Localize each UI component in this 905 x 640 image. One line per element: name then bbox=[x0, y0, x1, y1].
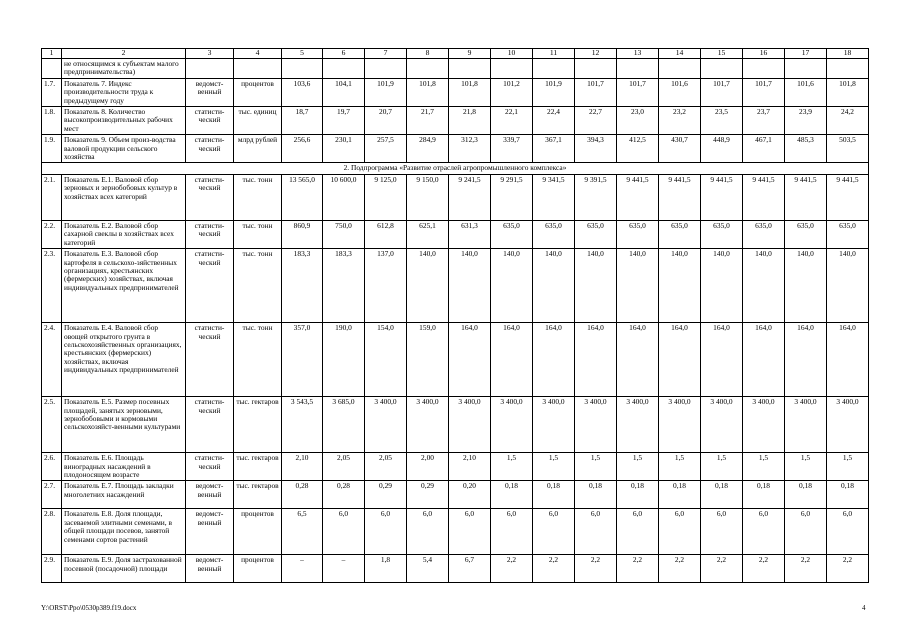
value-cell: 1,5 bbox=[659, 453, 701, 481]
value-cell: 6,5 bbox=[282, 509, 323, 555]
row-number: 2.8. bbox=[42, 509, 62, 555]
table-row bbox=[42, 555, 869, 583]
indicator-name: Показатель Е.3. Валовой сбор картофеля в сельскохо-зяйственных организациях, крестьянских (фермерских) хозяйствах, включая индивидуальных предпринимателей bbox=[62, 249, 186, 323]
value-cell: 140,0 bbox=[407, 249, 449, 323]
column-number: 7 bbox=[365, 49, 407, 59]
value-cell: 6,0 bbox=[449, 509, 491, 555]
value-cell: 3 400,0 bbox=[491, 397, 533, 453]
value-cell: 2,05 bbox=[323, 453, 365, 481]
indicator-name: Показатель Е.7. Площадь закладки многолетних насаждений bbox=[62, 481, 186, 509]
section-row bbox=[42, 163, 869, 174]
value-cell bbox=[575, 59, 617, 79]
table-row bbox=[42, 107, 869, 135]
value-cell: 164,0 bbox=[701, 323, 743, 397]
value-cell: 23,5 bbox=[701, 107, 743, 135]
value-cell: 503,5 bbox=[827, 135, 869, 163]
value-cell: 23,7 bbox=[743, 107, 785, 135]
value-cell: 635,0 bbox=[491, 220, 533, 248]
value-cell: 1,5 bbox=[827, 453, 869, 481]
value-cell: 22,7 bbox=[575, 107, 617, 135]
table-row bbox=[42, 135, 869, 163]
unit-of-measure: тыс. гектаров bbox=[234, 481, 282, 509]
value-cell: 5,4 bbox=[407, 555, 449, 583]
column-number: 9 bbox=[449, 49, 491, 59]
value-cell: 10 600,0 bbox=[323, 174, 365, 220]
value-cell: 140,0 bbox=[491, 249, 533, 323]
value-cell: 860,9 bbox=[282, 220, 323, 248]
data-source: статисти-ческий bbox=[186, 249, 234, 323]
value-cell: 9 125,0 bbox=[365, 174, 407, 220]
value-cell bbox=[743, 59, 785, 79]
value-cell: 1,5 bbox=[617, 453, 659, 481]
value-cell: 20,7 bbox=[365, 107, 407, 135]
unit-of-measure: млрд рублей bbox=[234, 135, 282, 163]
value-cell: 6,0 bbox=[575, 509, 617, 555]
unit-of-measure: тыс. тонн bbox=[234, 323, 282, 397]
value-cell bbox=[323, 59, 365, 79]
value-cell: – bbox=[323, 555, 365, 583]
value-cell bbox=[701, 59, 743, 79]
row-number: 2.5. bbox=[42, 397, 62, 453]
table-row bbox=[42, 174, 869, 220]
row-number: 2.3. bbox=[42, 249, 62, 323]
value-cell: 625,1 bbox=[407, 220, 449, 248]
value-cell: 6,0 bbox=[743, 509, 785, 555]
value-cell: 312,3 bbox=[449, 135, 491, 163]
value-cell: 164,0 bbox=[533, 323, 575, 397]
value-cell: 1,5 bbox=[701, 453, 743, 481]
value-cell: 3 400,0 bbox=[827, 397, 869, 453]
value-cell: 0,18 bbox=[827, 481, 869, 509]
value-cell: 2,2 bbox=[743, 555, 785, 583]
data-source: ведомст-венный bbox=[186, 481, 234, 509]
value-cell bbox=[491, 59, 533, 79]
value-cell: 140,0 bbox=[617, 249, 659, 323]
value-cell: 154,0 bbox=[365, 323, 407, 397]
column-number: 11 bbox=[533, 49, 575, 59]
value-cell: 101,7 bbox=[701, 78, 743, 106]
value-cell: 1,5 bbox=[491, 453, 533, 481]
header-row bbox=[42, 49, 869, 59]
row-number: 1.7. bbox=[42, 78, 62, 106]
row-number: 1.9. bbox=[42, 135, 62, 163]
value-cell: 750,0 bbox=[323, 220, 365, 248]
row-number bbox=[42, 59, 62, 79]
value-cell: 635,0 bbox=[827, 220, 869, 248]
value-cell: 2,10 bbox=[282, 453, 323, 481]
value-cell: 140,0 bbox=[785, 249, 827, 323]
value-cell: 2,05 bbox=[365, 453, 407, 481]
data-source: статисти-ческий bbox=[186, 220, 234, 248]
column-number: 12 bbox=[575, 49, 617, 59]
value-cell: 190,0 bbox=[323, 323, 365, 397]
indicator-name: Показатель 8. Количество высокопроизводительных рабочих мест bbox=[62, 107, 186, 135]
value-cell: 3 400,0 bbox=[533, 397, 575, 453]
indicator-name: Показатель 7. Индекс производительности труда к предыдущему году bbox=[62, 78, 186, 106]
value-cell: 0,18 bbox=[491, 481, 533, 509]
data-source: статисти-ческий bbox=[186, 453, 234, 481]
data-source: ведомст-венный bbox=[186, 509, 234, 555]
column-number: 16 bbox=[743, 49, 785, 59]
value-cell: 256,6 bbox=[282, 135, 323, 163]
row-number: 2.9. bbox=[42, 555, 62, 583]
table-row bbox=[42, 59, 869, 79]
column-number: 14 bbox=[659, 49, 701, 59]
value-cell: 101,6 bbox=[659, 78, 701, 106]
value-cell: 164,0 bbox=[785, 323, 827, 397]
unit-of-measure: тыс. гектаров bbox=[234, 397, 282, 453]
column-number: 4 bbox=[234, 49, 282, 59]
value-cell: 0,18 bbox=[533, 481, 575, 509]
value-cell: 357,0 bbox=[282, 323, 323, 397]
unit-of-measure: тыс. тонн bbox=[234, 174, 282, 220]
value-cell: 19,7 bbox=[323, 107, 365, 135]
value-cell: 6,0 bbox=[785, 509, 827, 555]
table-row bbox=[42, 220, 869, 248]
value-cell: 635,0 bbox=[617, 220, 659, 248]
value-cell: 2,2 bbox=[491, 555, 533, 583]
row-number: 2.6. bbox=[42, 453, 62, 481]
value-cell: 9 441,5 bbox=[785, 174, 827, 220]
value-cell: – bbox=[282, 555, 323, 583]
column-number: 8 bbox=[407, 49, 449, 59]
row-number: 2.4. bbox=[42, 323, 62, 397]
value-cell: 23,2 bbox=[659, 107, 701, 135]
value-cell: 21,8 bbox=[449, 107, 491, 135]
value-cell: 635,0 bbox=[575, 220, 617, 248]
value-cell: 22,4 bbox=[533, 107, 575, 135]
value-cell: 101,9 bbox=[365, 78, 407, 106]
value-cell: 412,5 bbox=[617, 135, 659, 163]
unit-of-measure: процентов bbox=[234, 555, 282, 583]
page-number: 4 bbox=[862, 604, 866, 612]
value-cell: 101,6 bbox=[785, 78, 827, 106]
value-cell: 0,18 bbox=[743, 481, 785, 509]
value-cell: 137,0 bbox=[365, 249, 407, 323]
value-cell: 104,1 bbox=[323, 78, 365, 106]
unit-of-measure bbox=[234, 59, 282, 79]
value-cell: 23,9 bbox=[785, 107, 827, 135]
value-cell: 3 400,0 bbox=[743, 397, 785, 453]
value-cell: 2,2 bbox=[785, 555, 827, 583]
value-cell: 2,10 bbox=[449, 453, 491, 481]
value-cell: 24,2 bbox=[827, 107, 869, 135]
value-cell: 101,9 bbox=[533, 78, 575, 106]
value-cell: 230,1 bbox=[323, 135, 365, 163]
data-source: ведомст-венный bbox=[186, 78, 234, 106]
unit-of-measure: процентов bbox=[234, 509, 282, 555]
value-cell: 9 441,5 bbox=[827, 174, 869, 220]
column-number: 17 bbox=[785, 49, 827, 59]
value-cell: 467,1 bbox=[743, 135, 785, 163]
value-cell: 2,2 bbox=[701, 555, 743, 583]
value-cell: 101,7 bbox=[575, 78, 617, 106]
value-cell bbox=[365, 59, 407, 79]
value-cell: 164,0 bbox=[827, 323, 869, 397]
section-title: 2. Подпрограмма «Развитие отраслей агропромышленного комплекса» bbox=[42, 163, 869, 174]
value-cell: 3 400,0 bbox=[449, 397, 491, 453]
table-row bbox=[42, 249, 869, 323]
value-cell: 140,0 bbox=[827, 249, 869, 323]
data-source: статисти-ческий bbox=[186, 135, 234, 163]
value-cell: 0,20 bbox=[449, 481, 491, 509]
value-cell: 0,18 bbox=[785, 481, 827, 509]
unit-of-measure: тыс. тонн bbox=[234, 249, 282, 323]
indicators-table bbox=[41, 48, 869, 583]
indicator-name: Показатель Е.8. Доля площади, засеваемой элитными семенами, в общей площади посевов, занятой семенами сортов растений bbox=[62, 509, 186, 555]
value-cell: 22,1 bbox=[491, 107, 533, 135]
value-cell: 339,7 bbox=[491, 135, 533, 163]
value-cell: 0,18 bbox=[701, 481, 743, 509]
value-cell: 631,3 bbox=[449, 220, 491, 248]
value-cell: 101,7 bbox=[743, 78, 785, 106]
value-cell: 3 685,0 bbox=[323, 397, 365, 453]
unit-of-measure: тыс. гектаров bbox=[234, 453, 282, 481]
value-cell: 635,0 bbox=[743, 220, 785, 248]
value-cell: 140,0 bbox=[533, 249, 575, 323]
value-cell: 257,5 bbox=[365, 135, 407, 163]
value-cell: 18,7 bbox=[282, 107, 323, 135]
value-cell: 1,5 bbox=[575, 453, 617, 481]
data-source: статисти-ческий bbox=[186, 323, 234, 397]
value-cell: 164,0 bbox=[449, 323, 491, 397]
value-cell: 164,0 bbox=[575, 323, 617, 397]
value-cell: 0,18 bbox=[659, 481, 701, 509]
value-cell: 140,0 bbox=[575, 249, 617, 323]
value-cell: 9 291,5 bbox=[491, 174, 533, 220]
data-source: статисти-ческий bbox=[186, 397, 234, 453]
value-cell: 6,0 bbox=[491, 509, 533, 555]
value-cell: 2,00 bbox=[407, 453, 449, 481]
value-cell: 0,29 bbox=[407, 481, 449, 509]
file-path: Y:\ORST\Ppo\0530p389.f19.docx bbox=[41, 604, 137, 612]
value-cell: 9 441,5 bbox=[743, 174, 785, 220]
value-cell: 164,0 bbox=[617, 323, 659, 397]
value-cell: 103,6 bbox=[282, 78, 323, 106]
value-cell: 9 441,5 bbox=[617, 174, 659, 220]
value-cell: 0,28 bbox=[323, 481, 365, 509]
value-cell: 635,0 bbox=[701, 220, 743, 248]
column-number: 6 bbox=[323, 49, 365, 59]
value-cell: 6,0 bbox=[659, 509, 701, 555]
value-cell: 101,8 bbox=[449, 78, 491, 106]
value-cell: 3 400,0 bbox=[365, 397, 407, 453]
data-source: статисти-ческий bbox=[186, 107, 234, 135]
value-cell: 6,0 bbox=[323, 509, 365, 555]
row-number: 1.8. bbox=[42, 107, 62, 135]
value-cell: 3 400,0 bbox=[575, 397, 617, 453]
column-number: 5 bbox=[282, 49, 323, 59]
row-number: 2.1. bbox=[42, 174, 62, 220]
value-cell: 6,0 bbox=[701, 509, 743, 555]
value-cell: 6,0 bbox=[617, 509, 659, 555]
value-cell: 9 391,5 bbox=[575, 174, 617, 220]
unit-of-measure: тыс. единиц bbox=[234, 107, 282, 135]
value-cell: 0,29 bbox=[365, 481, 407, 509]
table-row bbox=[42, 323, 869, 397]
value-cell: 2,2 bbox=[617, 555, 659, 583]
column-number: 13 bbox=[617, 49, 659, 59]
value-cell: 0,18 bbox=[575, 481, 617, 509]
value-cell: 140,0 bbox=[449, 249, 491, 323]
value-cell bbox=[533, 59, 575, 79]
value-cell: 2,2 bbox=[827, 555, 869, 583]
column-number: 15 bbox=[701, 49, 743, 59]
value-cell: 3 400,0 bbox=[617, 397, 659, 453]
unit-of-measure: процентов bbox=[234, 78, 282, 106]
indicator-name: Показатель Е.6. Площадь виноградных насаждений в плодоносящем возрасте bbox=[62, 453, 186, 481]
value-cell: 9 150,0 bbox=[407, 174, 449, 220]
value-cell: 23,0 bbox=[617, 107, 659, 135]
indicator-name: Показатель Е.2. Валовой сбор сахарной свеклы в хозяйствах всех категорий bbox=[62, 220, 186, 248]
value-cell: 183,3 bbox=[282, 249, 323, 323]
table-body bbox=[42, 49, 869, 583]
value-cell: 2,2 bbox=[659, 555, 701, 583]
value-cell: 635,0 bbox=[533, 220, 575, 248]
column-number: 18 bbox=[827, 49, 869, 59]
value-cell: 6,0 bbox=[407, 509, 449, 555]
value-cell: 284,9 bbox=[407, 135, 449, 163]
value-cell: 9 241,5 bbox=[449, 174, 491, 220]
value-cell: 1,5 bbox=[785, 453, 827, 481]
unit-of-measure: тыс. тонн bbox=[234, 220, 282, 248]
value-cell bbox=[827, 59, 869, 79]
value-cell: 13 565,0 bbox=[282, 174, 323, 220]
value-cell: 0,28 bbox=[282, 481, 323, 509]
table-row bbox=[42, 481, 869, 509]
row-number: 2.7. bbox=[42, 481, 62, 509]
value-cell: 164,0 bbox=[659, 323, 701, 397]
value-cell: 635,0 bbox=[785, 220, 827, 248]
value-cell: 6,0 bbox=[365, 509, 407, 555]
value-cell: 2,2 bbox=[533, 555, 575, 583]
value-cell: 101,2 bbox=[491, 78, 533, 106]
value-cell: 140,0 bbox=[659, 249, 701, 323]
value-cell: 9 341,5 bbox=[533, 174, 575, 220]
value-cell bbox=[449, 59, 491, 79]
value-cell bbox=[617, 59, 659, 79]
value-cell: 635,0 bbox=[659, 220, 701, 248]
value-cell: 164,0 bbox=[491, 323, 533, 397]
value-cell: 1,5 bbox=[533, 453, 575, 481]
value-cell: 140,0 bbox=[743, 249, 785, 323]
value-cell: 101,7 bbox=[617, 78, 659, 106]
value-cell: 3 400,0 bbox=[785, 397, 827, 453]
value-cell: 1,5 bbox=[743, 453, 785, 481]
value-cell bbox=[659, 59, 701, 79]
value-cell: 6,7 bbox=[449, 555, 491, 583]
column-number: 10 bbox=[491, 49, 533, 59]
value-cell: 1,8 bbox=[365, 555, 407, 583]
indicator-name: Показатель 9. Объем произ-водства валовой продукции сельского хозяйства bbox=[62, 135, 186, 163]
value-cell: 101,8 bbox=[407, 78, 449, 106]
data-source bbox=[186, 59, 234, 79]
value-cell: 159,0 bbox=[407, 323, 449, 397]
value-cell: 9 441,5 bbox=[659, 174, 701, 220]
value-cell: 183,3 bbox=[323, 249, 365, 323]
value-cell: 6,0 bbox=[533, 509, 575, 555]
row-number: 2.2. bbox=[42, 220, 62, 248]
indicator-name: Показатель Е.4. Валовой сбор овощей открытого грунта в сельскохозяйственных организациях, крестьянских (фермерских) хозяйствах, включая индивидуальных предпринимателей bbox=[62, 323, 186, 397]
column-number: 1 bbox=[42, 49, 62, 59]
value-cell: 9 441,5 bbox=[701, 174, 743, 220]
value-cell: 3 543,5 bbox=[282, 397, 323, 453]
column-number: 3 bbox=[186, 49, 234, 59]
value-cell: 485,3 bbox=[785, 135, 827, 163]
value-cell: 3 400,0 bbox=[701, 397, 743, 453]
value-cell: 612,8 bbox=[365, 220, 407, 248]
value-cell: 140,0 bbox=[701, 249, 743, 323]
indicator-name: Показатель Е.5. Размер посевных площадей, занятых зерновыми, зернобобовыми и кормовыми сельскохозяйст-венными культурами bbox=[62, 397, 186, 453]
value-cell bbox=[407, 59, 449, 79]
table-row bbox=[42, 509, 869, 555]
indicator-name: Показатель Е.9. Доля застрахованной посевной (посадочной) площади bbox=[62, 555, 186, 583]
value-cell: 3 400,0 bbox=[407, 397, 449, 453]
indicator-name: Показатель Е.1. Валовой сбор зерновых и зернобобовых культур в хозяйствах всех категорий bbox=[62, 174, 186, 220]
table-row bbox=[42, 453, 869, 481]
value-cell: 367,1 bbox=[533, 135, 575, 163]
value-cell: 3 400,0 bbox=[659, 397, 701, 453]
table-row bbox=[42, 397, 869, 453]
value-cell: 6,0 bbox=[827, 509, 869, 555]
value-cell: 430,7 bbox=[659, 135, 701, 163]
value-cell: 21,7 bbox=[407, 107, 449, 135]
indicator-name: не относящимся к субъектам малого предпринимательства) bbox=[62, 59, 186, 79]
data-source: ведомст-венный bbox=[186, 555, 234, 583]
value-cell: 394,3 bbox=[575, 135, 617, 163]
value-cell: 164,0 bbox=[743, 323, 785, 397]
value-cell: 101,8 bbox=[827, 78, 869, 106]
value-cell: 448,9 bbox=[701, 135, 743, 163]
value-cell bbox=[785, 59, 827, 79]
data-source: статисти-ческий bbox=[186, 174, 234, 220]
value-cell: 0,18 bbox=[617, 481, 659, 509]
value-cell: 2,2 bbox=[575, 555, 617, 583]
table-row bbox=[42, 78, 869, 106]
column-number: 2 bbox=[62, 49, 186, 59]
value-cell bbox=[282, 59, 323, 79]
